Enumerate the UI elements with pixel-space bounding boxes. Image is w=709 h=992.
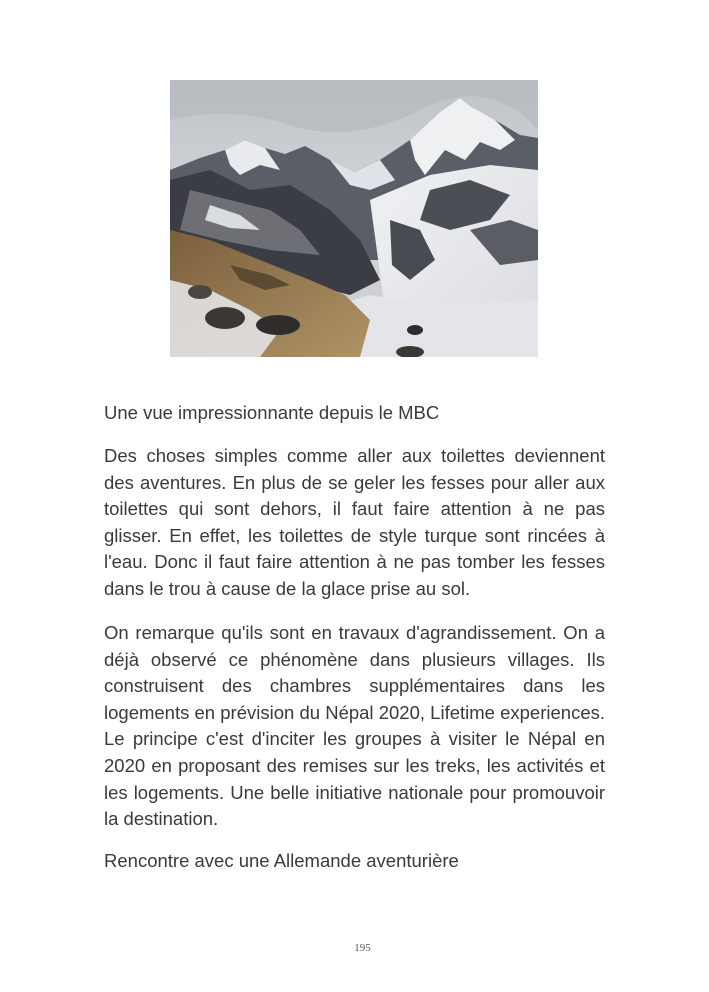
section-heading: Rencontre avec une Allemande aventurière: [104, 850, 459, 871]
photo-caption: Une vue impressionnante depuis le MBC: [104, 402, 440, 423]
page-number: 195: [354, 942, 371, 954]
mountain-photo: [170, 80, 538, 357]
paragraph-toilets: Des choses simples comme aller aux toilettes deviennent des aventures. En plus de se geler les fesses pour aller aux toilettes qui sont dehors, il faut faire attention à ne pas glisser. En effet, les toilettes de style turque sont rincées à l'eau. Donc il faut faire attention à ne pas tomber les fesses dans le trou à cause de la glace prise au sol.: [104, 445, 605, 599]
paragraph-construction: On remarque qu'ils sont en travaux d'agrandissement. On a déjà observé ce phénomène dans plusieurs villages. Ils construisent des chambres supplémentaires dans les logements en prévision du Népal 2020, Lifetime experiences. Le principe c'est d'inciter les groupes à visiter le Népal en 2020 en proposant des remises sur les treks, les activités et les logements. Une belle initiative nationale pour promouvoir la destination.: [104, 622, 605, 830]
